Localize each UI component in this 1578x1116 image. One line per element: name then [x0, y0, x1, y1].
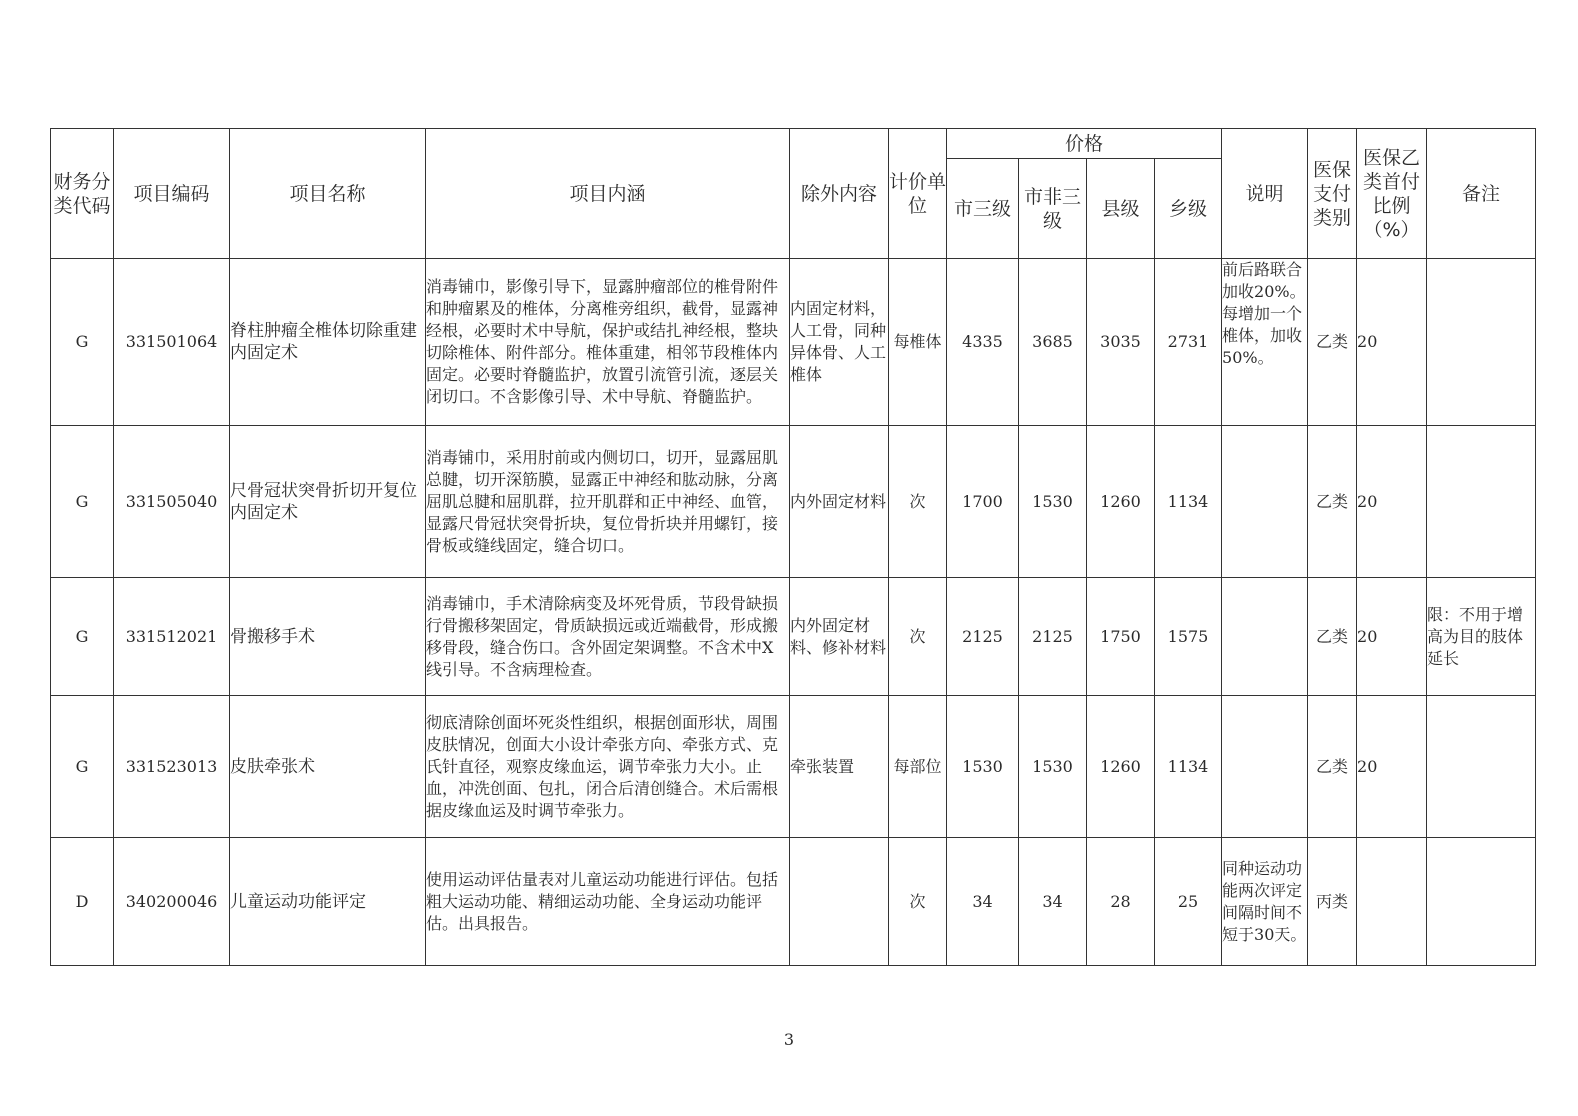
header-code: 项目编码: [114, 129, 230, 259]
cell-category: D: [51, 838, 114, 966]
cell-insurance-type: 乙类: [1308, 696, 1357, 838]
cell-code: 331505040: [114, 426, 230, 578]
cell-price-county: 1260: [1087, 696, 1155, 838]
header-price-city-non3: 市非三级: [1019, 159, 1087, 259]
cell-content: 消毒铺巾，采用肘前或内侧切口，切开，显露屈肌总腱，切开深筋膜，显露正中神经和肱动脉，分离屈肌总腱和屈肌群，拉开肌群和正中神经、血管，显露尺骨冠状突骨折块，复位骨折块并用螺钉，接骨板或缝线固定，缝合切口。: [426, 426, 790, 578]
cell-insurance-ratio: 20: [1357, 426, 1427, 578]
header-category: 财务分类代码: [51, 129, 114, 259]
cell-insurance-ratio: [1357, 838, 1427, 966]
cell-price-township: 25: [1155, 838, 1222, 966]
cell-insurance-ratio: 20: [1357, 578, 1427, 696]
cell-remarks: [1427, 426, 1536, 578]
cell-explanation: [1222, 426, 1308, 578]
page-number: 3: [783, 1030, 795, 1049]
header-name: 项目名称: [230, 129, 426, 259]
cell-remarks: [1427, 696, 1536, 838]
header-content: 项目内涵: [426, 129, 790, 259]
cell-explanation: 同种运动功能两次评定间隔时间不短于30天。: [1222, 838, 1308, 966]
cell-price-township: 2731: [1155, 259, 1222, 426]
cell-excluded: 内固定材料，人工骨，同种异体骨、人工椎体: [790, 259, 889, 426]
cell-content: 彻底清除创面坏死炎性组织，根据创面形状，周围皮肤情况，创面大小设计牵张方向、牵张方式、克氏针直径，观察皮缘血运，调节牵张力大小。止血，冲洗创面、包扎，闭合后清创缝合。术后需根据皮缘血运及时调节牵张力。: [426, 696, 790, 838]
cell-content: 消毒铺巾，影像引导下，显露肿瘤部位的椎骨附件和肿瘤累及的椎体，分离椎旁组织，截骨，显露神经根，必要时术中导航，保护或结扎神经根，整块切除椎体、附件部分。椎体重建，相邻节段椎体内固定。必要时脊髓监护，放置引流管引流，逐层关闭切口。不含影像引导、术中导航、脊髓监护。: [426, 259, 790, 426]
cell-name: 尺骨冠状突骨折切开复位内固定术: [230, 426, 426, 578]
cell-insurance-type: 乙类: [1308, 578, 1357, 696]
cell-excluded: 内外固定材料、修补材料: [790, 578, 889, 696]
cell-remarks: [1427, 259, 1536, 426]
cell-price-county: 3035: [1087, 259, 1155, 426]
cell-category: G: [51, 426, 114, 578]
cell-name: 骨搬移手术: [230, 578, 426, 696]
cell-price-township: 1575: [1155, 578, 1222, 696]
cell-remarks: 限：不用于增高为目的肢体延长: [1427, 578, 1536, 696]
cell-unit: 每部位: [889, 696, 947, 838]
cell-unit: 次: [889, 426, 947, 578]
cell-price-city-non3: 3685: [1019, 259, 1087, 426]
cell-category: G: [51, 696, 114, 838]
cell-price-city3: 2125: [947, 578, 1019, 696]
cell-name: 皮肤牵张术: [230, 696, 426, 838]
cell-code: 340200046: [114, 838, 230, 966]
cell-price-city-non3: 1530: [1019, 696, 1087, 838]
cell-insurance-ratio: 20: [1357, 259, 1427, 426]
cell-content: 使用运动评估量表对儿童运动功能进行评估。包括粗大运动功能、精细运动功能、全身运动功能评估。出具报告。: [426, 838, 790, 966]
cell-insurance-type: 乙类: [1308, 259, 1357, 426]
header-insurance-type: 医保支付类别: [1308, 129, 1357, 259]
cell-price-city-non3: 1530: [1019, 426, 1087, 578]
header-unit: 计价单位: [889, 129, 947, 259]
table-row: [51, 259, 1536, 426]
pricing-table: [50, 128, 1536, 966]
cell-excluded: 内外固定材料: [790, 426, 889, 578]
cell-price-city3: 1700: [947, 426, 1019, 578]
cell-price-county: 1260: [1087, 426, 1155, 578]
cell-name: 脊柱肿瘤全椎体切除重建内固定术: [230, 259, 426, 426]
cell-code: 331523013: [114, 696, 230, 838]
table-row: [51, 838, 1536, 966]
cell-insurance-type: 乙类: [1308, 426, 1357, 578]
cell-price-county: 1750: [1087, 578, 1155, 696]
header-excluded: 除外内容: [790, 129, 889, 259]
cell-price-city3: 34: [947, 838, 1019, 966]
cell-price-city3: 1530: [947, 696, 1019, 838]
cell-excluded: [790, 838, 889, 966]
cell-insurance-ratio: 20: [1357, 696, 1427, 838]
cell-code: 331512021: [114, 578, 230, 696]
cell-category: G: [51, 578, 114, 696]
cell-code: 331501064: [114, 259, 230, 426]
cell-explanation: [1222, 696, 1308, 838]
cell-unit: 每椎体: [889, 259, 947, 426]
cell-remarks: [1427, 838, 1536, 966]
header-insurance-ratio: 医保乙类首付比例（%）: [1357, 129, 1427, 259]
table-row: [51, 426, 1536, 578]
cell-content: 消毒铺巾，手术清除病变及坏死骨质，节段骨缺损行骨搬移架固定，骨质缺损远或近端截骨，形成搬移骨段，缝合伤口。含外固定架调整。不含术中X线引导。不含病理检查。: [426, 578, 790, 696]
cell-price-township: 1134: [1155, 696, 1222, 838]
cell-price-city-non3: 34: [1019, 838, 1087, 966]
cell-explanation: 前后路联合加收20%。每增加一个椎体，加收50%。: [1222, 259, 1308, 426]
cell-insurance-type: 丙类: [1308, 838, 1357, 966]
header-price-township: 乡级: [1155, 159, 1222, 259]
cell-excluded: 牵张装置: [790, 696, 889, 838]
table-row: [51, 578, 1536, 696]
header-explanation: 说明: [1222, 129, 1308, 259]
cell-unit: 次: [889, 578, 947, 696]
cell-price-city-non3: 2125: [1019, 578, 1087, 696]
cell-price-city3: 4335: [947, 259, 1019, 426]
cell-price-township: 1134: [1155, 426, 1222, 578]
cell-explanation: [1222, 578, 1308, 696]
header-price-group: 价格: [947, 129, 1222, 159]
cell-category: G: [51, 259, 114, 426]
table-row: [51, 696, 1536, 838]
header-price-county: 县级: [1087, 159, 1155, 259]
header-remarks: 备注: [1427, 129, 1536, 259]
cell-price-county: 28: [1087, 838, 1155, 966]
cell-unit: 次: [889, 838, 947, 966]
header-price-city3: 市三级: [947, 159, 1019, 259]
cell-name: 儿童运动功能评定: [230, 838, 426, 966]
